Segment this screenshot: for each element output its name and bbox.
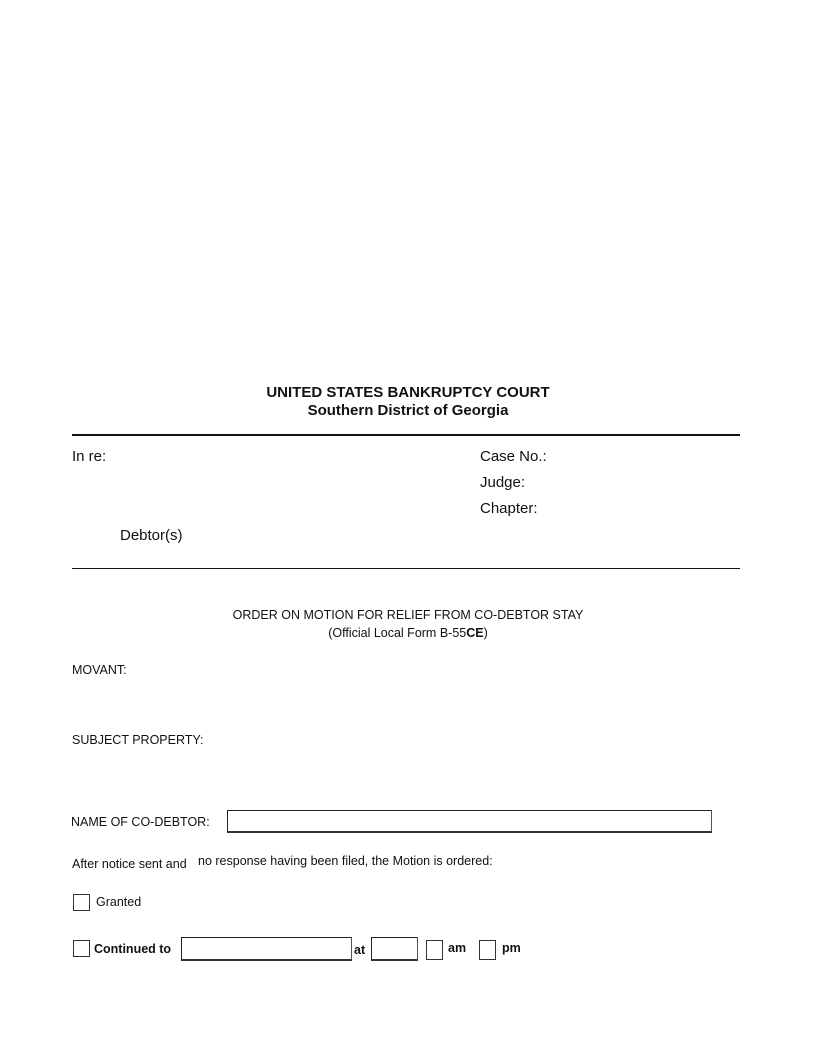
case-no-label: Case No.: <box>480 448 547 465</box>
pm-label: pm <box>502 941 521 955</box>
form-number-suffix: CE <box>466 626 484 640</box>
form-number-prefix: (Official Local Form B-55 <box>328 626 467 640</box>
continued-label: Continued to <box>94 942 172 956</box>
at-label: at <box>354 943 366 957</box>
court-name: UNITED STATES BANKRUPTCY COURT <box>266 384 550 401</box>
order-title: ORDER ON MOTION FOR RELIEF FROM CO-DEBTOR STAY <box>232 608 584 622</box>
continued-checkbox[interactable] <box>73 940 90 957</box>
continued-date-input[interactable] <box>181 937 352 961</box>
granted-label: Granted <box>96 895 142 909</box>
header-divider <box>72 434 740 436</box>
co-debtor-input[interactable] <box>227 810 712 833</box>
debtors-label: Debtor(s) <box>120 527 183 544</box>
in-re-label: In re: <box>72 448 107 465</box>
notice-text-a: After notice sent and <box>72 857 187 871</box>
subject-property-label: SUBJECT PROPERTY: <box>72 733 204 747</box>
co-debtor-label: NAME OF CO-DEBTOR: <box>71 815 210 829</box>
movant-label: MOVANT: <box>72 663 127 677</box>
granted-checkbox[interactable] <box>73 894 90 911</box>
form-number <box>0 626 816 640</box>
pm-checkbox[interactable] <box>479 940 496 960</box>
caption-divider <box>72 568 740 569</box>
district-name: Southern District of Georgia <box>307 402 509 419</box>
am-label: am <box>448 941 467 955</box>
form-number-close: ) <box>483 626 488 640</box>
chapter-label: Chapter: <box>480 500 538 517</box>
time-input[interactable] <box>371 937 418 961</box>
am-checkbox[interactable] <box>426 940 443 960</box>
notice-text-b: no response having been filed, the Motion is ordered: <box>198 854 493 868</box>
judge-label: Judge: <box>480 474 526 491</box>
